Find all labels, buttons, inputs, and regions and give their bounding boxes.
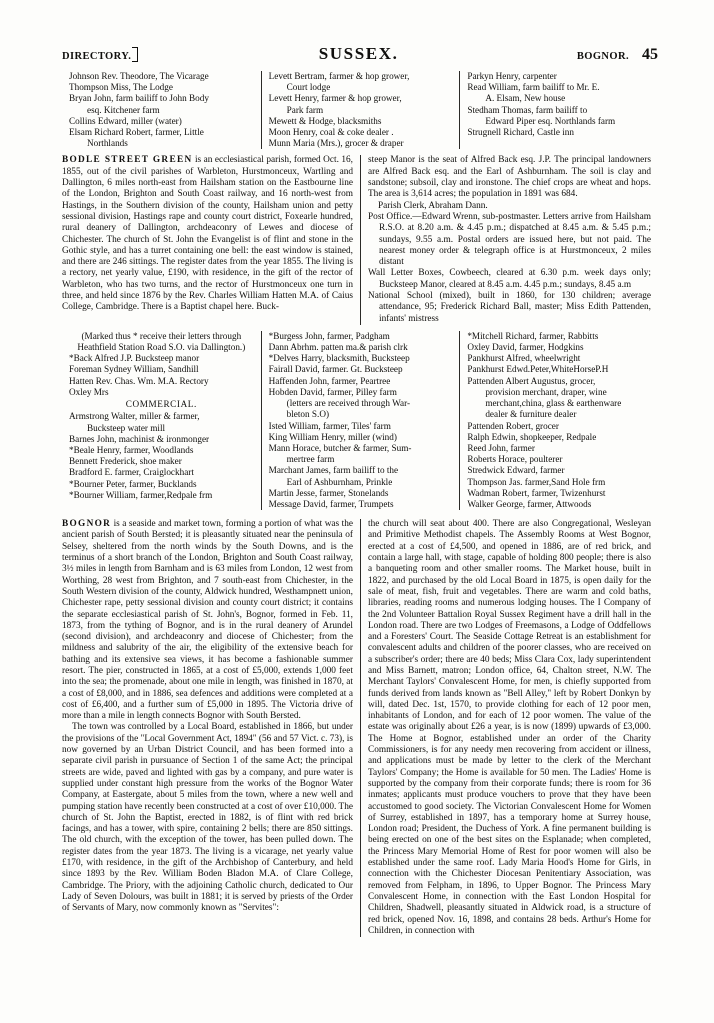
list-item: Mann Horace, butcher & farmer, Sum- — [268, 442, 412, 453]
list-item: Levett Henry, farmer & hop grower, — [268, 93, 402, 104]
list-item: Stedham Thomas, farm bailiff to — [467, 104, 588, 115]
list-item: Haffenden John, farmer, Peartree — [268, 375, 391, 386]
bsg-national-school: National School (mixed), built in 1860, for 130 children; average attendance, 95; Frederick Richard Ball, master; Miss Edith Pattenden, infants' mistress — [368, 290, 651, 324]
running-head-place: BOGNOR. — [576, 51, 629, 62]
bognor-body-para-3: the church will seat about 400. There are also Congregational, Wesleyan and Primitive Methodist chapels. The Assembly Rooms at West Bognor, erected at a cost of £4,500, and opened in 1886, are of red brick, and contain a large hall, with stage, capable of holding 800 people; there is also a banqueting room and other smaller rooms. The Market house, built in 1822, and purchased by the old Local Board in 1875, is open daily for the sale of meat, fish, fruit and vegetables. There are warm and cold baths, libraries, reading rooms and numerous lodging houses. The I Company of the 2nd Volunteer Battalion Royal Sussex Regiment have a drill hall in the London road. There are two Lodges of Freemasons, a Lodge of Oddfellows and a Foresters' Court. The Seaside Cottage Retreat is an establishment for convalescent adults and children of the poorer classes, who are received on a subscriber's order; there are 40 beds; Miss Clara Cox, lady superintendent and Miss Barnett, matron; London office, 64, Chalton street, N.W. The Merchant Taylors' Convalescent Home, for men, is chiefly supported from funds derived from lands known as "Bell Alley," left by Robert Donkyn by will, dated Dec. 1st, 1570, to provide clothing for each of 12 poor men, inhabitants of London, and for each of 12 poor women. The value of the estate was originally about £26 a year, is is now (1899) upwards of £3,000. The Home at Bognor, established under an order of the Charity Commissioners, is for any needy men recovering from accident or illness, and applications must be made by letter to the clerk of the Merchant Taylors' Company; the Home is available for 50 men. The Ladies' Home is supported by the company from their corporate funds; there is room for 36 inmates; applicants must produce vouchers to prove that they have been accustomed to good society. The Victorian Convalescent Home for Women of Surrey, established in 1897, has a temporary home at Surrey house, London road; President, the Duchess of York. A fine permanent building is being erected on one of the best sites on the Esplanade; when completed, the Princess Mary Memorial Home of Rest for poor women will also be established under the same roof. Lady Maria Hood's Home for Girls, in connection with the Chichester Diocesan Penitentiary Association, was removed from Felpham, in 1896, to Upper Bognor. The Princess Mary Convalescent Home, in connection with the East London Hospital for Children, Shadwell, pleasantly situated in Aldwick road, is a structure of red brick, opened Nov. 16, 1898, and contains 28 beds. Arthur's Home for Children, in connection with — [368, 519, 651, 936]
list-item: Pankhurst Edwd.Peter,WhiteHorseP.H — [467, 364, 609, 375]
list-item: Moon Henry, coal & coke dealer . — [268, 127, 394, 138]
list-item: Armstrong Walter, miller & farmer, — [69, 411, 200, 422]
list-item: Pattenden Albert Augustus, grocer, — [467, 375, 596, 386]
list-item: Isted William, farmer, Tiles' farm — [268, 420, 391, 431]
bognor-headword: BOGNOR — [62, 519, 112, 530]
list-item: Court lodge — [286, 82, 331, 93]
list-item: Walker George, farmer, Attwoods — [467, 498, 592, 509]
bsg-prose-column-right — [360, 155, 658, 324]
list-item: Roberts Horace, poulterer — [467, 454, 563, 465]
list-item: Martin Jesse, farmer, Stonelands — [268, 487, 389, 498]
running-head-left: DIRECTORY. — [62, 51, 140, 62]
list-item: *Delves Harry, blacksmith, Bucksteep — [268, 353, 410, 364]
top-directory-list — [62, 71, 658, 149]
running-head-county: SUSSEX. — [318, 44, 399, 63]
bsg-body-left — [62, 155, 353, 313]
top-list-column-1 — [62, 71, 261, 149]
top-list-column-3 — [459, 71, 658, 149]
list-item: Northlands — [87, 138, 128, 149]
bognor-body-para-2: The town was controlled by a Local Board, established in 1866, but under the provisions of the "Local Government Act, 1894" (56 and 57 Vict. c. 73), is now governed by an Urban District Council, and has been formed into a separate civil parish in pursuance of Section 1 of the same Act; the principal streets are wide, paved and lighted with gas by a company, and pure water is supplied under constant high pressure from the works of the Bognor Water Company, at Eastergate, about 5 miles from the town, where a new well and pumping station have recently been constructed at a cost of over £10,000. The church of St. John the Baptist, erected in 1882, is of flint with red brick facings, and has a tower, with spire, containing 2 bells; there are 850 sittings. The old church, with the exception of the tower, has been pulled down. The register dates from the year 1873. The living is a vicarage, net yearly value £170, with residence, in the gift of the Archbishop of Canterbury, and held since 1893 by the Rev. William Boden Bladon M.A. of Clare College, Cambridge. The Priory, with the adjoining Catholic church, dedicated to Our Lady of Seven Dolours, was built in 1881; it is served by priests of the Order of Servants of Mary, now commonly known as "Servites": — [62, 722, 353, 914]
list-item: Thompson Jas. farmer,Sand Hole frm — [467, 476, 606, 487]
list-item: A. Elsam, New house — [485, 93, 566, 104]
list-item: Edward Piper esq. Northlands farm — [485, 115, 616, 126]
page-number: 45 — [642, 46, 658, 63]
bsg-post-office: Post Office.—Edward Wrenn, sub-postmaster. Letters arrive from Hailsham R.S.O. at 8.20 a.m. & 4.45 p.m.; dispatched at 8.45 a.m. & 5.45 p.m.; sundays, 9.55 a.m. Postal orders are issued here, but not paid. The nearest money order & telegraph office is at Hurstmonceux, 2 miles distant — [368, 211, 651, 268]
list-item: Ralph Edwin, shopkeeper, Redpale — [467, 431, 597, 442]
list-item: Johnson Rev. Theodore, The Vicarage — [69, 71, 209, 81]
list-item: Pankhurst Alfred, wheelwright — [467, 353, 581, 364]
list-item: *Back Alfred J.P. Bucksteep manor — [69, 353, 200, 364]
list-item: Marchant James, farm bailiff to the — [268, 465, 399, 476]
bsg-list-column-1 — [62, 331, 261, 510]
bsg-commercial-heading: COMMERCIAL. — [125, 399, 197, 410]
list-item: Hatten Rev. Chas. Wm. M.A. Rectory — [69, 375, 209, 386]
bsg-headword: BODLE STREET GREEN — [62, 155, 193, 166]
bsg-body-left-text: is an ecclesiastical parish, formed Oct. 16, 1855, out of the civil parishes of Warbleton, Hurstmonceux, Wartling and Dallington, 6 miles north-east from Hailsham station on the Eastbourne line of the London, Brighton and South Coast railway, and 16 north-west from Hastings, in the Southern division of the county, Hailsham union and petty sessional division, Hastings rape and county court district, Foxearle hundred, rural deanery of Dallington, archdeaconry of Lewes and diocese of Chichester. The church of St. John the Evangelist is of flint and stone in the Gothic style, and has a turret containing one bell: the east window is stained, and there are 246 sittings. The register dates from the year 1855. The living is a rectory, net yearly value, £190, with residence, in the gift of the rector of Warbleton, who has two turns, and the rector of Hurstmonceux one turn in three, and held since 1876 by the Rev. Charles William Hatten M.A. of Caius College, Cambridge. There is a Baptist chapel here. Buck- — [62, 155, 353, 313]
list-item: *Bourner William, farmer,Redpale frm — [69, 489, 213, 500]
list-item: *Beale Henry, farmer, Woodlands — [69, 444, 194, 455]
list-item: Message David, farmer, Trumpets — [268, 498, 394, 509]
list-item: Read William, farm bailiff to Mr. E. — [467, 82, 600, 93]
list-item: Thompson Miss, The Lodge — [69, 82, 173, 93]
list-item: King William Henry, miller (wind) — [268, 431, 397, 442]
list-item: dealer & furniture dealer — [485, 409, 577, 420]
list-item: Collins Edward, miller (water) — [69, 115, 182, 126]
list-item: Wadman Robert, farmer, Twizenhurst — [467, 487, 606, 498]
bognor-article — [62, 519, 658, 937]
list-item: Bryan John, farm bailiff to John Body — [69, 93, 209, 104]
list-item: Oxley David, farmer, Hodgkins — [467, 342, 584, 353]
bsg-list-column-3 — [459, 331, 658, 510]
list-item: Foreman Sydney William, Sandhill — [69, 364, 199, 375]
list-item: Mewett & Hodge, blacksmiths — [268, 115, 382, 126]
list-item: Fairall David, farmer. Gt. Bucksteep — [268, 364, 403, 375]
page-sheet — [62, 44, 658, 937]
list-item: Barnes John, machinist & ironmonger — [69, 433, 210, 444]
bsg-wall-letter-boxes: Wall Letter Boxes, Cowbeech, cleared at 6.30 p.m. week days only; Bucksteep Manor, cleared at 8.45 a.m. 4.45 p.m.; sundays, 8.45 a.m — [368, 268, 651, 290]
list-item: (letters are received through War- — [286, 398, 411, 409]
list-item: *Burgess John, farmer, Padgham — [268, 330, 390, 341]
list-item: provision merchant, draper, wine — [485, 386, 607, 397]
list-item: esq. Kitchener farm — [87, 104, 160, 115]
list-item: bleton S.O) — [286, 409, 330, 420]
bsg-list-column-2 — [261, 331, 460, 510]
bsg-body-right: steep Manor is the seat of Alfred Back esq. J.P. The principal landowners are Alfred Back esq. and the Earl of Ashburnham. The soil is clay and sandstone; subsoil, clay and ironstone. The chief crops are wheat and hops. The area is 3,614 acres; the population in 1891 was 684. — [368, 155, 651, 200]
bognor-prose-column-left — [62, 519, 360, 937]
list-item: Levett Bertram, farmer & hop grower, — [268, 71, 410, 81]
list-item: mertree farm — [286, 454, 335, 465]
list-item: Stredwick Edward, farmer — [467, 465, 565, 476]
section-spacer — [62, 510, 658, 519]
running-head-right — [577, 46, 658, 64]
bsg-directory-list — [62, 331, 658, 510]
bognor-prose-column-right — [360, 519, 658, 937]
list-item: Reed John, farmer — [467, 442, 535, 453]
bsg-asterisk-note: (Marked thus * receive their letters through Heathfield Station Road S.O. via Dallington.) — [77, 330, 246, 353]
list-item: Elsam Richard Robert, farmer, Little — [69, 127, 204, 138]
running-head — [62, 44, 658, 64]
list-item: merchant,china, glass & earthenware — [485, 398, 622, 409]
list-item: Oxley Mrs — [69, 386, 109, 397]
list-item: Parkyn Henry, carpenter — [467, 71, 557, 81]
bognor-para-1-text: is a seaside and market town, forming a portion of what was the ancient parish of South Bersted; it is pleasantly situated near the peninsula of Selsey, sheltered from the north winds by the South Downs, and is the terminus of a short branch of the London, Brighton and South Coast railway, 3½ miles in length from Barnham and is 63 miles from London, 12 west from Worthing, 28 west from Brighton, and 7 south-east from Chichester, in the South Western division of the county, Aldwick hundred, Westhampnett union, Chichester rape, petty sessional division and county court district; it contains the separate ecclesiastical parish of St. John's, Bognor, formed in Feb. 11, 1873, from the tything of Bognor, and is in the rural deanery of Arundel (second division), and archdeaconry and diocese of Chichester; from the mildness and salubrity of the air, the eligibility of the extensive beach for bathing and its extensive sea views, it has become a fashionable summer resort. The pier, constructed in 1865, at a cost of £5,000, extends 1,000 feet into the sea; the promenade, about one mile in length, was finished in 1870, at a cost of £8,000, and in 1886, sea defences and additions were completed at a cost of £6,400, and a further sum of £5,000 in 1895. The Victoria drive of more than a mile in length connects Bognor with South Bersted. — [62, 519, 353, 722]
bognor-body-para-1 — [62, 519, 353, 722]
list-item: Munn Maria (Mrs.), grocer & draper — [268, 138, 404, 149]
list-item: Park farm — [286, 104, 324, 115]
list-item: Strugnell Richard, Castle inn — [467, 127, 574, 138]
bsg-parish-clerk: Parish Clerk, Abraham Dann. — [378, 200, 488, 211]
bsg-prose-column-left — [62, 155, 360, 324]
list-item: Bradford E. farmer, Craiglockhart — [69, 467, 194, 478]
list-item: *Mitchell Richard, farmer, Rabbitts — [467, 330, 599, 341]
list-item: Earl of Ashburnham, Prinkle — [286, 476, 393, 487]
list-item: Hobden David, farmer, Pilley farm — [268, 386, 397, 397]
list-item: Bennett Frederick, shoe maker — [69, 456, 182, 467]
list-item: Pattenden Robert, grocer — [467, 420, 559, 431]
top-list-column-2 — [261, 71, 460, 149]
list-item: *Bourner Peter, farmer, Bucklands — [69, 478, 197, 489]
list-item: Bucksteep water mill — [87, 422, 166, 433]
list-item: Dann Abrhm. patten ma.& parish clrk — [268, 342, 408, 353]
bodle-street-green-article — [62, 155, 658, 324]
